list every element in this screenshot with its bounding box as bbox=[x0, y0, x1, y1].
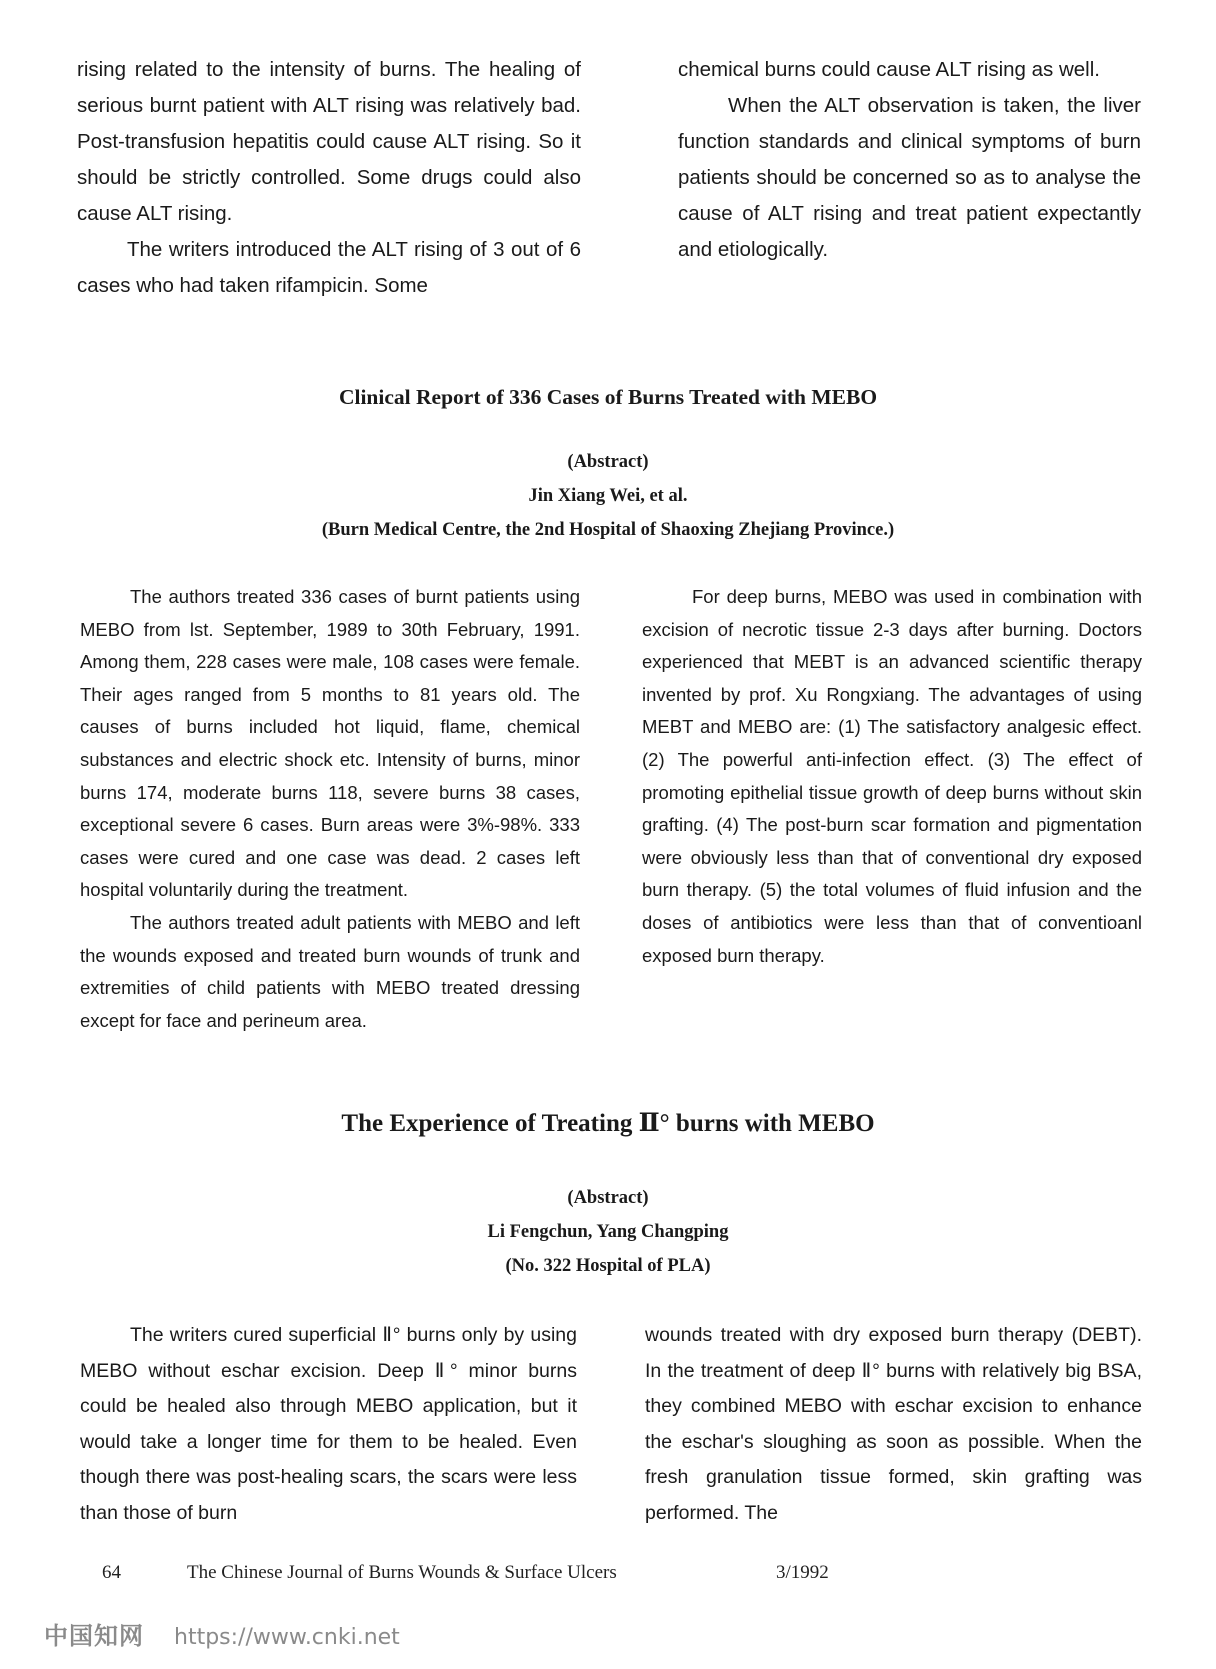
article1-authors: Jin Xiang Wei, et al. bbox=[528, 486, 688, 506]
top-columns bbox=[77, 52, 1141, 304]
issue-number: 3/1992 bbox=[776, 1562, 829, 1583]
article2-authors: Li Fengchun, Yang Changping bbox=[487, 1222, 729, 1242]
paragraph: rising related to the intensity of burns. The healing of serious burnt patient with ALT rising was relatively bad. Post-transfusion hepatitis could cause ALT rising. So it should be strictly controlled. Some drugs could also cause ALT rising. bbox=[77, 58, 581, 225]
top-right-column bbox=[678, 52, 1141, 304]
article1-right-column bbox=[642, 581, 1142, 1037]
watermark-url[interactable]: https://www.cnki.net bbox=[174, 1625, 400, 1650]
paragraph: When the ALT observation is taken, the liver function standards and clinical symptoms of burn patients should be concerned so as to analyse the cause of ALT rising and treat patient expectantly and etiologically. bbox=[678, 94, 1141, 261]
article2-right-column bbox=[645, 1318, 1142, 1531]
paragraph: The writers introduced the ALT rising of 3 out of 6 cases who had taken rifampicin. Some bbox=[77, 238, 581, 297]
watermark-brand: 中国知网 bbox=[44, 1622, 144, 1650]
paragraph: For deep burns, MEBO was used in combination with excision of necrotic tissue 2-3 days after burning. Doctors experienced that MEBT is an advanced scientific therapy invented by prof. Xu Rongxiang. The advantages of using MEBT and MEBO are: (1) The satisfactory analgesic effect. (2) The powerful anti-infection effect. (3) The effect of promoting epithelial tissue growth of deep burns without skin grafting. (4) The post-burn scar formation and pigmentation were obviously less than that of conventional dry exposed burn therapy. (5) the total volumes of fluid infusion and the doses of antibiotics were less than that of conventioanl exposed burn therapy. bbox=[642, 586, 1142, 966]
paragraph: wounds treated with dry exposed burn therapy (DEBT). In the treatment of deep Ⅱ° burns with relatively big BSA, they combined MEBO with eschar excision to enhance the eschar's sloughing as soon as possible. When the fresh granulation tissue formed, skin grafting was performed. The bbox=[645, 1324, 1142, 1524]
article1-affiliation: (Burn Medical Centre, the 2nd Hospital of Shaoxing Zhejiang Province.) bbox=[321, 520, 895, 540]
article2-affiliation: (No. 322 Hospital of PLA) bbox=[505, 1256, 711, 1276]
article1-label: (Abstract) bbox=[567, 452, 649, 472]
article1-title: Clinical Report of 336 Cases of Burns Treated with MEBO bbox=[338, 385, 878, 409]
cnki-watermark bbox=[44, 1616, 400, 1651]
top-left-column bbox=[77, 52, 581, 304]
article1-columns bbox=[80, 581, 1142, 1037]
article2-left-column bbox=[80, 1318, 577, 1531]
paragraph: The writers cured superficial Ⅱ° burns only by using MEBO without eschar excision. Deep Ⅱ° minor burns could be healed also through MEBO application, but it would take a longer time for them to be healed. Even though there was post-healing scars, the scars were less than those of burn bbox=[80, 1324, 577, 1524]
journal-name: The Chinese Journal of Burns Wounds & Surface Ulcers bbox=[187, 1562, 617, 1583]
paragraph: The authors treated 336 cases of burnt patients using MEBO from lst. September, 1989 to 30th February, 1991. Among them, 228 cases were male, 108 cases were female. Their ages ranged from 5 months to 81 years old. The causes of burns included hot liquid, flame, chemical substances and electric shock etc. Intensity of burns, minor burns 174, moderate burns 118, severe burns 38 cases, exceptional severe 6 cases. Burn areas were 3%-98%. 333 cases were cured and one case was dead. 2 cases left hospital voluntarily during the treatment. bbox=[80, 586, 580, 901]
article2-label: (Abstract) bbox=[567, 1188, 649, 1208]
paragraph: chemical burns could cause ALT rising as well. bbox=[678, 58, 1100, 81]
article2-title: The Experience of Treating Ⅱ° burns with MEBO bbox=[341, 1110, 875, 1137]
article1-left-column bbox=[80, 581, 580, 1037]
page-number: 64 bbox=[102, 1562, 121, 1583]
paragraph: The authors treated adult patients with MEBO and left the wounds exposed and treated burn wounds of trunk and extremities of child patients with MEBO treated dressing except for face and perineum area. bbox=[80, 911, 580, 1031]
article2-columns bbox=[80, 1318, 1142, 1531]
